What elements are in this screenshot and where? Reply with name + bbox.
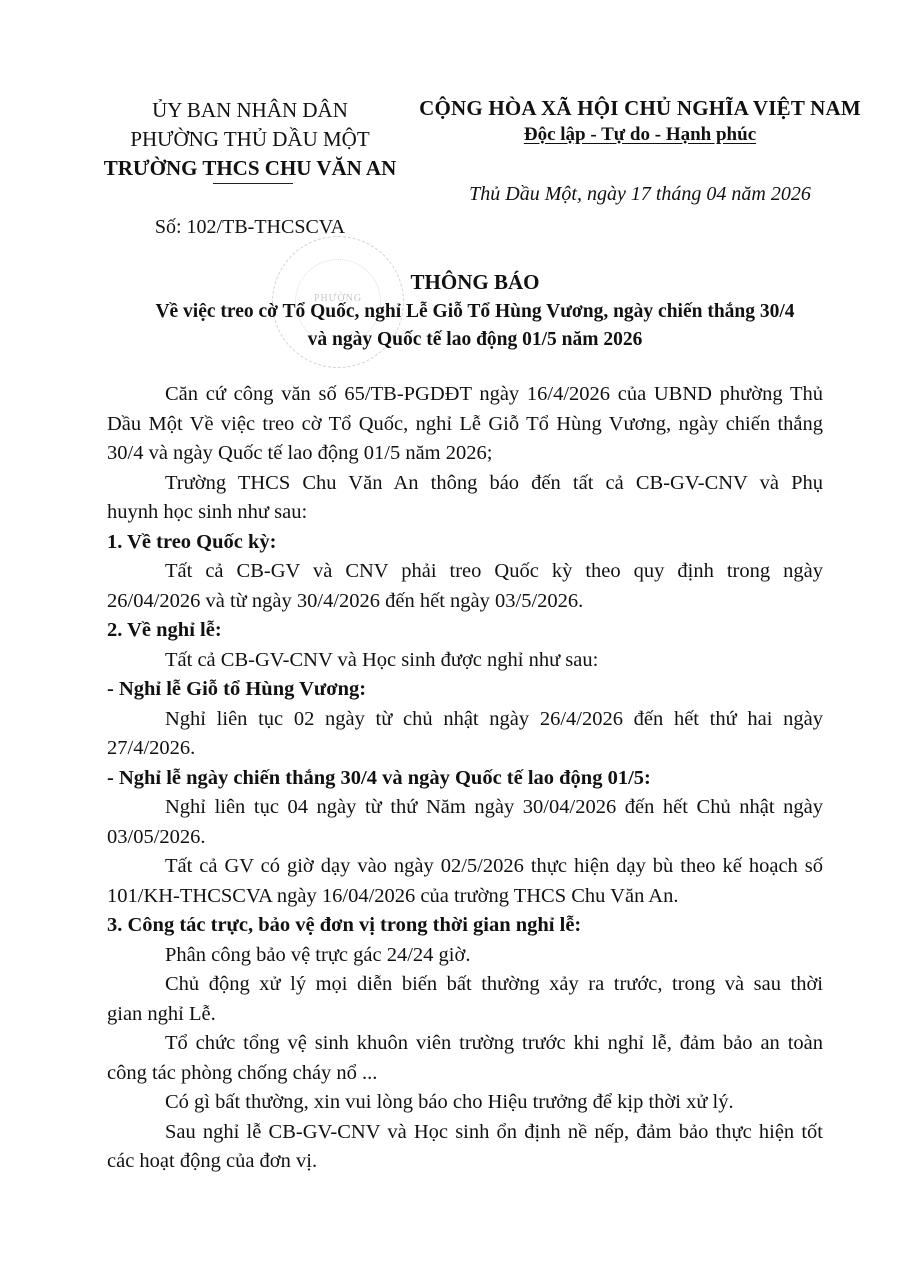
issuer-school — [100, 154, 400, 183]
section3-line: Chủ động xử lý mọi diễn biến bất thường xảy ra trước, trong và sau thời — [165, 973, 823, 995]
document-subtitle-line1: Về việc treo cờ Tổ Quốc, nghỉ Lễ Giỗ Tổ Hùng Vương, ngày chiến thắng 30/4 — [155, 301, 795, 322]
section3-line: Sau nghỉ lễ CB-GV-CNV và Học sinh ổn định nề nếp, đảm bảo thực hiện tốt — [165, 1120, 823, 1143]
issuer-authority: ỦY BAN NHÂN DÂN — [152, 98, 348, 122]
makeup-line: Tất cả GV có giờ dạy vào ngày 02/5/2026 thực hiện dạy bù theo kế hoạch số — [165, 855, 823, 877]
section3-item — [107, 1088, 823, 1118]
announce-paragraph — [107, 469, 823, 528]
section1-line: Tất cả CB-GV và CNV phải treo Quốc kỳ theo quy định trong ngày — [165, 560, 823, 582]
section1-heading: 1. Về treo Quốc kỳ: — [107, 530, 277, 553]
section2-heading: 2. Về nghỉ lễ: — [107, 619, 222, 641]
section1-paragraph — [107, 557, 823, 616]
section3-item — [107, 970, 823, 1029]
basis-line: 30/4 và ngày Quốc tế lao động 01/5 năm 2026; — [107, 442, 493, 464]
makeup-line: 101/KH-THCSCVA ngày 16/04/2026 của trường THCS Chu Văn An. — [107, 884, 679, 907]
section3-heading: 3. Công tác trực, bảo vệ đơn vị trong thời gian nghỉ lễ: — [107, 914, 582, 936]
section2-intro: Tất cả CB-GV-CNV và Học sinh được nghỉ như sau: — [165, 648, 599, 671]
section3-line: Có gì bất thường, xin vui lòng báo cho Hiệu trưởng để kịp thời xử lý. — [165, 1091, 734, 1113]
section2-sub1-paragraph — [107, 705, 823, 764]
nation-title: CỘNG HÒA XÃ HỘI CHỦ NGHĨA VIỆT NAM — [419, 96, 861, 120]
section2-sub2-paragraph — [107, 793, 823, 852]
basis-paragraph — [107, 380, 823, 469]
section3-line: Tổ chức tổng vệ sinh khuôn viên trường trước khi nghỉ lễ, đảm bảo an toàn — [165, 1032, 823, 1054]
header-left-underline — [213, 183, 293, 184]
stamp-text: PHƯỜNG — [313, 293, 363, 304]
section3-item — [107, 1029, 823, 1088]
basis-line: Dầu Một Về việc treo cờ Tổ Quốc, nghỉ Lễ Giỗ Tổ Hùng Vương, ngày chiến thắng — [107, 412, 823, 435]
place-date: Thủ Dầu Một, ngày 17 tháng 04 năm 2026 — [469, 183, 811, 205]
section2-sub1-heading: - Nghỉ lễ Giỗ tổ Hùng Vương: — [107, 678, 367, 700]
section3-item — [107, 1118, 823, 1177]
announce-line: Trường THCS Chu Văn An thông báo đến tất cả CB-GV-CNV và Phụ — [165, 471, 823, 494]
makeup-paragraph — [107, 852, 823, 911]
announce-line: huynh học sinh như sau: — [107, 501, 308, 523]
issuer-ward: PHƯỜNG THỦ DẦU MỘT — [130, 127, 370, 151]
section3-item — [107, 941, 823, 971]
sub1-line: Nghỉ liên tục 02 ngày từ chủ nhật ngày 26/4/2026 đến hết thứ hai ngày — [165, 707, 823, 730]
sub1-line: 27/4/2026. — [107, 737, 196, 759]
document-title: THÔNG BÁO — [410, 270, 540, 294]
section3-line: công tác phòng chống cháy nổ ... — [107, 1061, 378, 1084]
section3-line: Phân công bảo vệ trực gác 24/24 giờ. — [165, 943, 471, 966]
sub2-line: Nghỉ liên tục 04 ngày từ thứ Năm ngày 30/04/2026 đến hết Chủ nhật ngày — [165, 796, 823, 818]
sub2-line: 03/05/2026. — [107, 825, 206, 848]
section3-line: các hoạt động của đơn vị. — [107, 1150, 318, 1172]
document-body — [107, 380, 823, 1177]
document-subtitle-line2: và ngày Quốc tế lao động 01/5 năm 2026 — [307, 329, 643, 350]
issuer-school-name: TRƯỜNG THCS CHU VĂN AN — [103, 156, 397, 180]
section1-line: 26/04/2026 và từ ngày 30/4/2026 đến hết ngày 03/5/2026. — [107, 589, 584, 612]
section2-sub2-heading: - Nghỉ lễ ngày chiến thắng 30/4 và ngày Quốc tế lao động 01/5: — [107, 766, 651, 789]
section3-line: gian nghỉ Lễ. — [107, 1002, 216, 1025]
document-number: Số: 102/TB-THCSCVA — [154, 216, 346, 238]
basis-line: Căn cứ công văn số 65/TB-PGDĐT ngày 16/4/2026 của UBND phường Thủ — [165, 383, 823, 405]
national-motto — [400, 124, 880, 146]
national-motto-text: Độc lập - Tự do - Hạnh phúc — [523, 124, 757, 145]
